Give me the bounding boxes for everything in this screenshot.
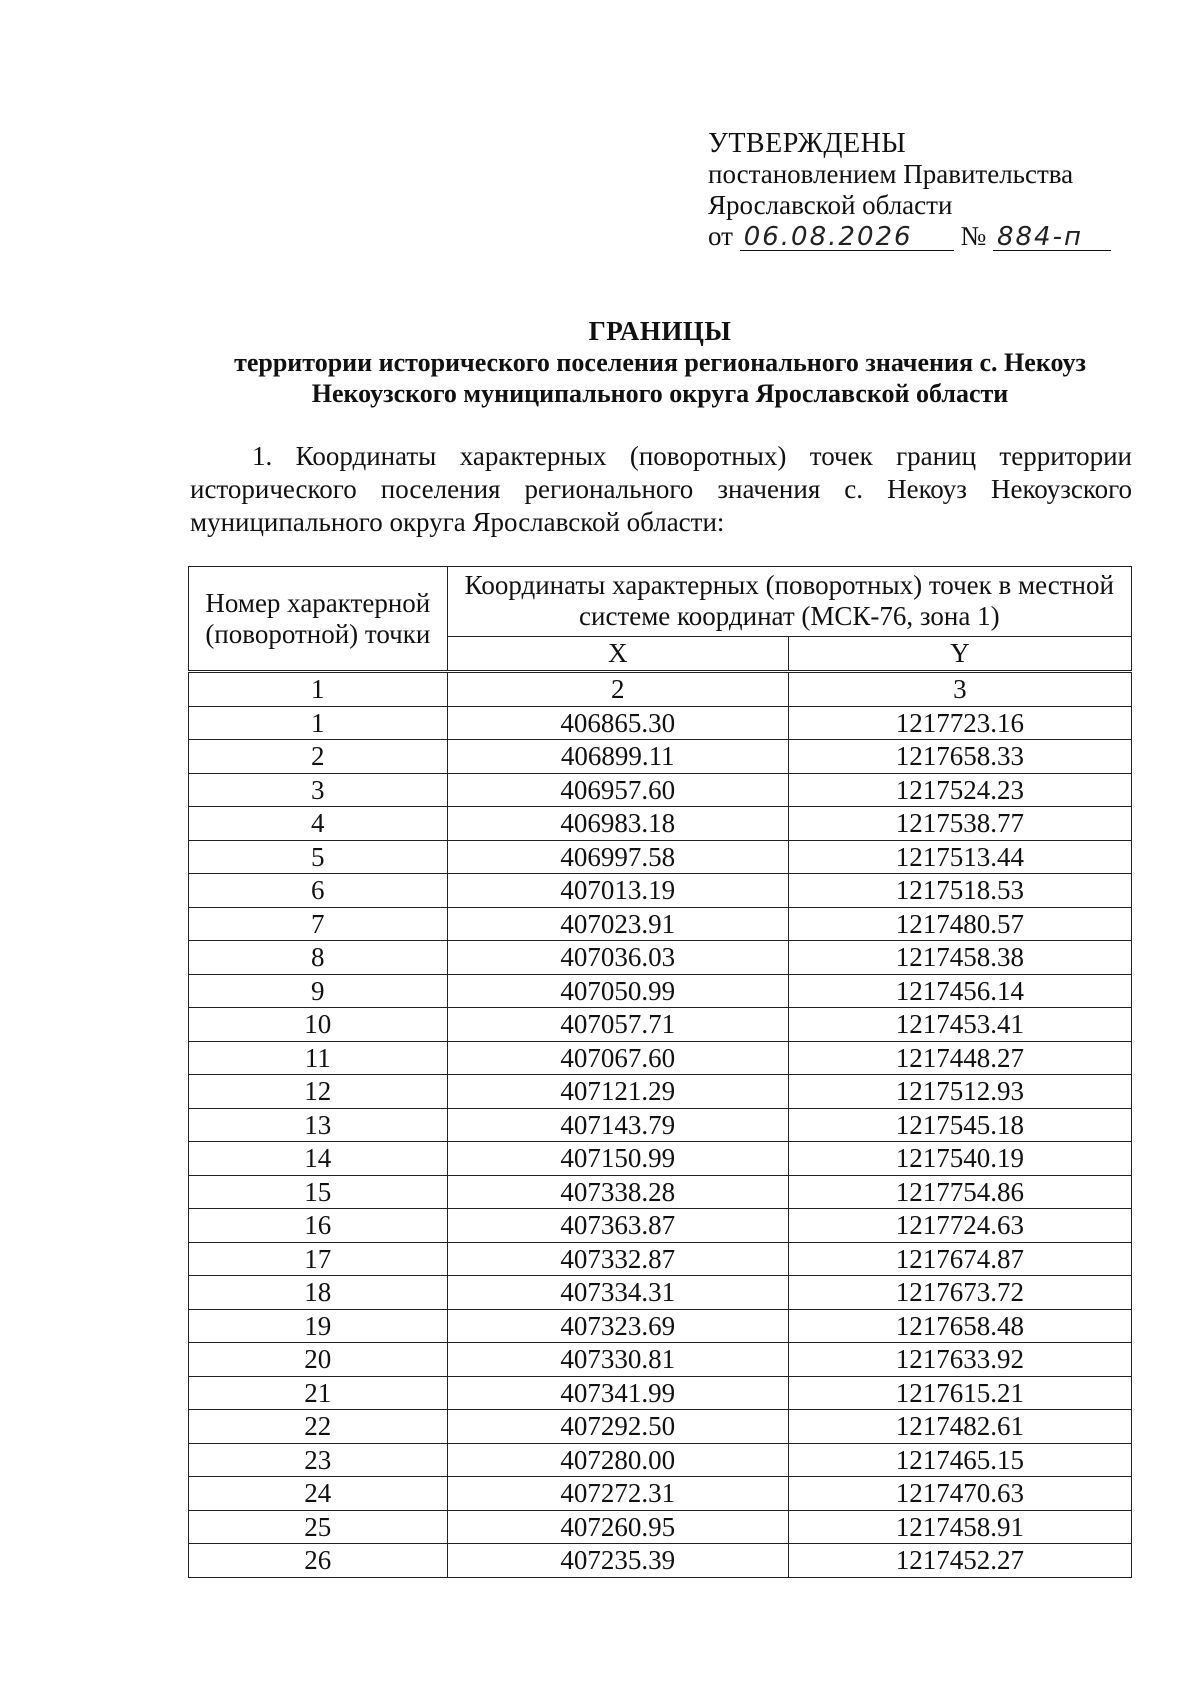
table-row (189, 1343, 1132, 1377)
y-coordinate-cell: 1217633.92 (788, 1343, 1131, 1377)
table-row (189, 1544, 1132, 1578)
approval-block (708, 128, 1128, 252)
x-coordinate-cell: 407323.69 (447, 1309, 788, 1343)
y-coordinate-cell: 1217754.86 (788, 1175, 1131, 1209)
x-coordinate-cell: 407023.91 (447, 907, 788, 941)
point-number-cell: 4 (189, 807, 448, 841)
table-row (189, 1008, 1132, 1042)
y-coordinate-cell: 1217458.38 (788, 941, 1131, 975)
table-row (189, 706, 1132, 740)
approval-line-1: постановлением Правительства (708, 159, 1074, 189)
y-coordinate-cell: 1217673.72 (788, 1276, 1131, 1310)
point-number-cell: 10 (189, 1008, 448, 1042)
point-number-cell: 14 (189, 1142, 448, 1176)
point-number-cell: 1 (189, 706, 448, 740)
table-row (189, 1175, 1132, 1209)
y-coordinate-cell: 1217482.61 (788, 1410, 1131, 1444)
table-row (189, 773, 1132, 807)
point-number-cell: 6 (189, 874, 448, 908)
y-coordinate-cell: 1217480.57 (788, 907, 1131, 941)
y-coordinate-cell: 1217448.27 (788, 1041, 1131, 1075)
point-number-cell: 9 (189, 974, 448, 1008)
y-coordinate-cell: 1217723.16 (788, 706, 1131, 740)
y-coordinate-cell: 1217540.19 (788, 1142, 1131, 1176)
header-point-number: Номер характерной (поворотной) точки (189, 567, 448, 672)
table-row (189, 1142, 1132, 1176)
x-coordinate-cell: 407121.29 (447, 1075, 788, 1109)
y-coordinate-cell: 1217512.93 (788, 1075, 1131, 1109)
point-number-cell: 19 (189, 1309, 448, 1343)
y-coordinate-cell: 1217615.21 (788, 1376, 1131, 1410)
y-coordinate-cell: 1217456.14 (788, 974, 1131, 1008)
y-coordinate-cell: 1217513.44 (788, 840, 1131, 874)
y-coordinate-cell: 1217452.27 (788, 1544, 1131, 1578)
point-number-cell: 23 (189, 1443, 448, 1477)
y-coordinate-cell: 1217658.33 (788, 740, 1131, 774)
table-row (189, 941, 1132, 975)
table-row (189, 907, 1132, 941)
handwritten-number: 884-п (993, 224, 1111, 251)
y-coordinate-cell: 1217518.53 (788, 874, 1131, 908)
point-number-cell: 26 (189, 1544, 448, 1578)
table-row (189, 1510, 1132, 1544)
table-row (189, 1276, 1132, 1310)
table-row (189, 1209, 1132, 1243)
index-cell: 1 (189, 672, 448, 707)
x-coordinate-cell: 407013.19 (447, 874, 788, 908)
coordinates-table (188, 566, 1132, 1578)
column-index-row (189, 672, 1132, 707)
document-title (180, 316, 1140, 409)
x-coordinate-cell: 407260.95 (447, 1510, 788, 1544)
approval-date-line (708, 221, 1128, 252)
table-row (189, 1477, 1132, 1511)
y-coordinate-cell: 1217724.63 (788, 1209, 1131, 1243)
x-coordinate-cell: 407332.87 (447, 1242, 788, 1276)
x-coordinate-cell: 406865.30 (447, 706, 788, 740)
point-number-cell: 18 (189, 1276, 448, 1310)
header-y: Y (788, 636, 1131, 671)
point-number-cell: 20 (189, 1343, 448, 1377)
y-coordinate-cell: 1217545.18 (788, 1108, 1131, 1142)
table-row (189, 874, 1132, 908)
table-row (189, 1443, 1132, 1477)
point-number-cell: 22 (189, 1410, 448, 1444)
x-coordinate-cell: 407280.00 (447, 1443, 788, 1477)
x-coordinate-cell: 407143.79 (447, 1108, 788, 1142)
date-prefix: от (708, 221, 733, 251)
point-number-cell: 12 (189, 1075, 448, 1109)
x-coordinate-cell: 407334.31 (447, 1276, 788, 1310)
table-row (189, 1410, 1132, 1444)
y-coordinate-cell: 1217674.87 (788, 1242, 1131, 1276)
point-number-cell: 5 (189, 840, 448, 874)
x-coordinate-cell: 407150.99 (447, 1142, 788, 1176)
header-coordinates: Координаты характерных (поворотных) точек в местной системе координат (МСК-76, зона 1) (447, 567, 1131, 637)
y-coordinate-cell: 1217453.41 (788, 1008, 1131, 1042)
point-number-cell: 25 (189, 1510, 448, 1544)
x-coordinate-cell: 407272.31 (447, 1477, 788, 1511)
x-coordinate-cell: 407292.50 (447, 1410, 788, 1444)
header-x: X (447, 636, 788, 671)
point-number-cell: 7 (189, 907, 448, 941)
point-number-cell: 8 (189, 941, 448, 975)
intro-paragraph: 1. Координаты характерных (поворотных) точек границ территории исторического поселения регионального значения с. Некоуз Некоузского муниципального округа Ярославской области: (190, 441, 1132, 537)
x-coordinate-cell: 407067.60 (447, 1041, 788, 1075)
y-coordinate-cell: 1217465.15 (788, 1443, 1131, 1477)
title-line-2: Некоузского муниципального округа Ярославской области (311, 379, 1009, 408)
handwritten-date: 06.08.2026 (740, 224, 954, 251)
approval-line-2: Ярославской области (708, 190, 953, 220)
x-coordinate-cell: 407338.28 (447, 1175, 788, 1209)
table-row (189, 1376, 1132, 1410)
point-number-cell: 21 (189, 1376, 448, 1410)
table-row (189, 1075, 1132, 1109)
table-row (189, 840, 1132, 874)
table-row (189, 1108, 1132, 1142)
x-coordinate-cell: 407330.81 (447, 1343, 788, 1377)
x-coordinate-cell: 406983.18 (447, 807, 788, 841)
index-cell: 3 (788, 672, 1131, 707)
approval-heading: УТВЕРЖДЕНЫ (708, 128, 907, 159)
title-main: ГРАНИЦЫ (588, 316, 732, 346)
table-row (189, 1309, 1132, 1343)
x-coordinate-cell: 407050.99 (447, 974, 788, 1008)
x-coordinate-cell: 407341.99 (447, 1376, 788, 1410)
x-coordinate-cell: 407363.87 (447, 1209, 788, 1243)
y-coordinate-cell: 1217658.48 (788, 1309, 1131, 1343)
point-number-cell: 16 (189, 1209, 448, 1243)
point-number-cell: 3 (189, 773, 448, 807)
point-number-cell: 15 (189, 1175, 448, 1209)
y-coordinate-cell: 1217538.77 (788, 807, 1131, 841)
point-number-cell: 2 (189, 740, 448, 774)
x-coordinate-cell: 407057.71 (447, 1008, 788, 1042)
table-row (189, 1242, 1132, 1276)
table-row (189, 974, 1132, 1008)
point-number-cell: 13 (189, 1108, 448, 1142)
point-number-cell: 24 (189, 1477, 448, 1511)
table-row (189, 1041, 1132, 1075)
title-line-1: территории исторического поселения регионального значения с. Некоуз (234, 348, 1086, 377)
y-coordinate-cell: 1217524.23 (788, 773, 1131, 807)
table-row (189, 740, 1132, 774)
y-coordinate-cell: 1217458.91 (788, 1510, 1131, 1544)
point-number-cell: 11 (189, 1041, 448, 1075)
y-coordinate-cell: 1217470.63 (788, 1477, 1131, 1511)
table-row (189, 807, 1132, 841)
x-coordinate-cell: 406899.11 (447, 740, 788, 774)
x-coordinate-cell: 407235.39 (447, 1544, 788, 1578)
number-prefix: № (960, 221, 987, 251)
x-coordinate-cell: 406997.58 (447, 840, 788, 874)
x-coordinate-cell: 406957.60 (447, 773, 788, 807)
point-number-cell: 17 (189, 1242, 448, 1276)
index-cell: 2 (447, 672, 788, 707)
x-coordinate-cell: 407036.03 (447, 941, 788, 975)
